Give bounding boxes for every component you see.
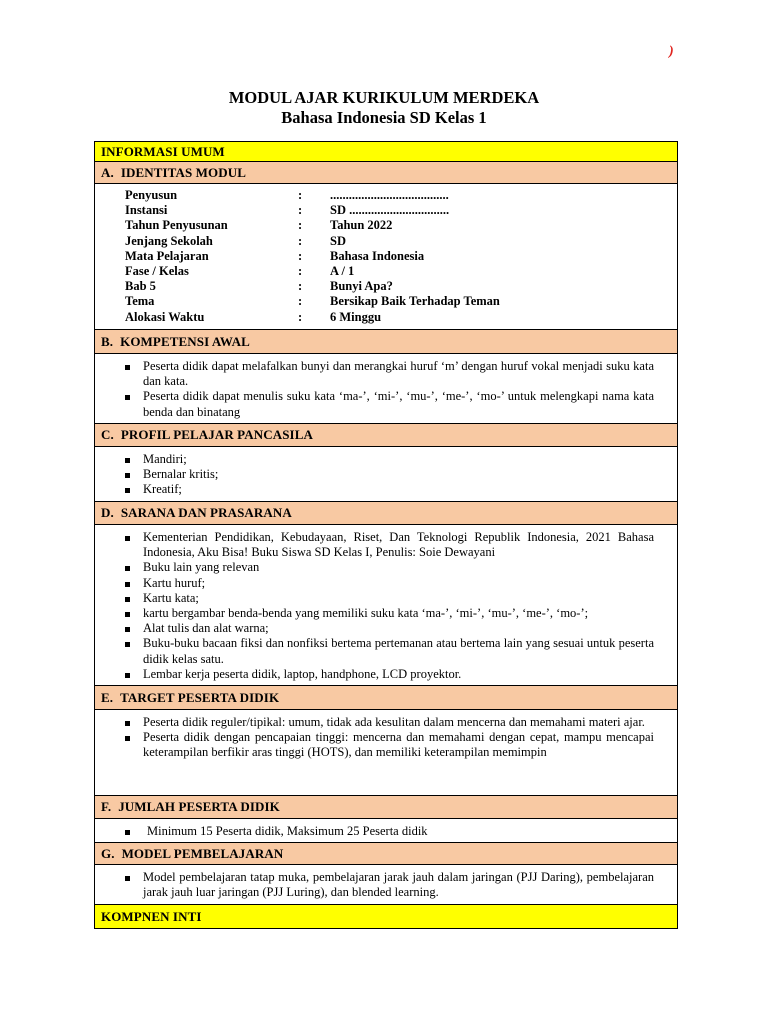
section-title: TARGET PESERTA DIDIK [120,689,280,705]
target-content [95,710,677,796]
bullet-icon [125,830,130,835]
document-title: MODUL AJAR KURIKULUM MERDEKA [228,88,540,107]
info-colon: : [298,263,303,278]
info-value: ...................................... [330,188,449,202]
info-label: Penyusun [125,188,178,202]
section-letter: G. [101,845,115,861]
section-header-profil [95,424,677,447]
bullet-icon [125,642,130,647]
info-row-tahun [125,218,677,233]
informasi-umum-header [95,142,677,162]
bullet-icon [125,395,130,400]
info-colon: : [298,188,303,202]
bullet-icon [125,736,130,741]
info-label: Bab 5 [125,279,156,294]
informasi-umum-title: INFORMASI UMUM [101,143,225,159]
model-content [95,865,677,905]
module-table [94,141,678,929]
list-item-text: Peserta didik dengan pencapaian tinggi: mencerna dan memahami dengan cepat, mampu mencapai keterampilan berfikir aras tinggi (HOTS), dan memiliki keterampilan memimpin [143,730,654,760]
bullet-icon [125,536,130,541]
info-label: Tahun Penyusunan [125,218,228,233]
jumlah-list [95,819,677,841]
sarana-list [95,525,677,684]
info-colon: : [298,309,303,324]
list-item [125,606,654,621]
profil-content [95,447,677,502]
corner-mark: ) [669,44,674,59]
info-label: Alokasi Waktu [125,309,205,324]
list-item-text: Bernalar kritis; [143,467,219,482]
info-colon: : [298,203,303,218]
list-item [125,530,654,560]
info-value: A / 1 [330,263,355,278]
kompetensi-content [95,354,677,424]
info-value: Bahasa Indonesia [330,248,425,263]
info-row-bab [125,279,677,294]
identitas-content [95,184,677,330]
document-title-block [0,88,768,128]
list-item [125,730,654,760]
info-colon: : [298,218,303,233]
info-label: Jenjang Sekolah [125,233,213,248]
info-colon: : [298,294,303,309]
section-header-kompetensi [95,330,677,354]
bullet-icon [125,612,130,617]
list-item [125,560,654,575]
jumlah-content [95,819,677,843]
bullet-icon [125,876,130,881]
info-row-penyusun [125,188,677,203]
section-header-jumlah [95,796,677,819]
list-item [125,576,654,591]
target-list [95,710,677,763]
section-letter: B. [101,333,114,349]
list-item [125,467,654,482]
list-item-text: Model pembelajaran tatap muka, pembelajaran jarak jauh dalam jaringan (PJJ Daring), pembelajaran jarak jauh luar jaringan (PJJ Luring), dan blended learning. [143,870,654,900]
section-header-identitas [95,162,677,184]
list-item-text: Lembar kerja peserta didik, laptop, handphone, LCD proyektor. [143,666,462,681]
info-value: Bunyi Apa? [330,279,393,294]
model-list [95,865,677,902]
info-row-alokasi [125,310,677,325]
info-label: Mata Pelajaran [125,248,209,263]
info-label: Tema [125,294,155,309]
info-row-fase [125,264,677,279]
list-item-text: Kartu kata; [143,590,199,605]
section-title: JUMLAH PESERTA DIDIK [118,799,280,814]
info-row-tema [125,294,677,309]
info-value: 6 Minggu [330,309,382,324]
bullet-icon [125,597,130,602]
list-item [125,359,654,389]
list-item [125,621,654,636]
info-row-instansi [125,203,677,218]
list-item-text: Kartu huruf; [143,575,206,590]
bullet-icon [125,365,130,370]
list-item-text: Peserta didik dapat menulis suku kata ‘ma-’, ‘mi-’, ‘mu-’, ‘me-’, ‘mo-’ untuk melengkapi nama kata benda dan binatang [143,389,654,419]
list-item [125,824,654,839]
list-item-text: Alat tulis dan alat warna; [143,621,269,636]
section-header-model [95,843,677,865]
info-value: SD ................................ [330,203,450,218]
list-item [125,389,654,419]
bullet-icon [125,488,130,493]
section-title: PROFIL PELAJAR PANCASILA [120,427,313,442]
section-letter: D. [101,505,114,520]
section-title: IDENTITAS MODUL [120,164,246,180]
section-header-target [95,686,677,710]
section-title: MODEL PEMBELAJARAN [121,845,284,861]
komponen-inti-header [95,905,677,929]
document-subtitle: Bahasa Indonesia SD Kelas 1 [281,108,487,127]
list-item-text: Mandiri; [143,452,187,466]
bullet-icon [125,673,130,678]
list-item [125,667,654,682]
info-colon: : [298,248,303,263]
info-value: Bersikap Baik Terhadap Teman [330,294,500,309]
list-item [125,591,654,606]
bullet-icon [125,458,130,463]
info-label: Fase / Kelas [125,263,189,278]
bullet-icon [125,566,130,571]
list-item-text: Kreatif; [143,482,182,497]
info-row-mapel [125,249,677,264]
info-value: Tahun 2022 [330,218,393,233]
section-title: KOMPETENSI AWAL [120,333,250,349]
list-item-text: Peserta didik reguler/tipikal: umum, tidak ada kesulitan dalam mencerna dan memahami materi ajar. [143,715,645,729]
list-item-text: Kementerian Pendidikan, Kebudayaan, Riset, Dan Teknologi Republik Indonesia, 2021 Bahasa Indonesia, Aku Bisa! Buku Siswa SD Kelas I, Penulis: Soie Dewayani [143,530,654,560]
list-item-text: Peserta didik dapat melafalkan bunyi dan merangkai huruf ‘m’ dengan huruf vokal menjadi suku kata dan kata. [143,359,654,389]
list-item-text: kartu bergambar benda-benda yang memiliki suku kata ‘ma-’, ‘mi-’, ‘mu-’, ‘me-’, ‘mo-’; [143,606,589,621]
bullet-icon [125,627,130,632]
list-item-text: Minimum 15 Peserta didik, Maksimum 25 Peserta didik [147,824,428,838]
sarana-content [95,525,677,686]
list-item-text: Buku lain yang relevan [143,560,260,575]
profil-list [95,447,677,500]
list-item-text: Buku-buku bacaan fiksi dan nonfiksi bertema pertemanan atau bertema lain yang sesuai untuk peserta didik kelas satu. [143,636,654,666]
section-header-sarana [95,502,677,525]
bullet-icon [125,473,130,478]
section-letter: A. [101,164,114,180]
info-value: SD [330,233,346,248]
list-item [125,870,654,900]
list-item [125,715,654,730]
bullet-icon [125,582,130,587]
section-letter: E. [101,689,114,705]
list-item [125,482,654,497]
kompetensi-list [95,354,677,422]
info-label: Instansi [125,203,168,218]
section-title: SARANA DAN PRASARANA [120,505,292,520]
info-colon: : [298,279,303,294]
section-letter: F. [101,799,112,814]
list-item [125,452,654,467]
info-colon: : [298,233,303,248]
bullet-icon [125,721,130,726]
info-row-jenjang [125,234,677,249]
section-letter: C. [101,427,114,442]
list-item [125,636,654,666]
komponen-inti-title: KOMPNEN INTI [101,908,202,924]
